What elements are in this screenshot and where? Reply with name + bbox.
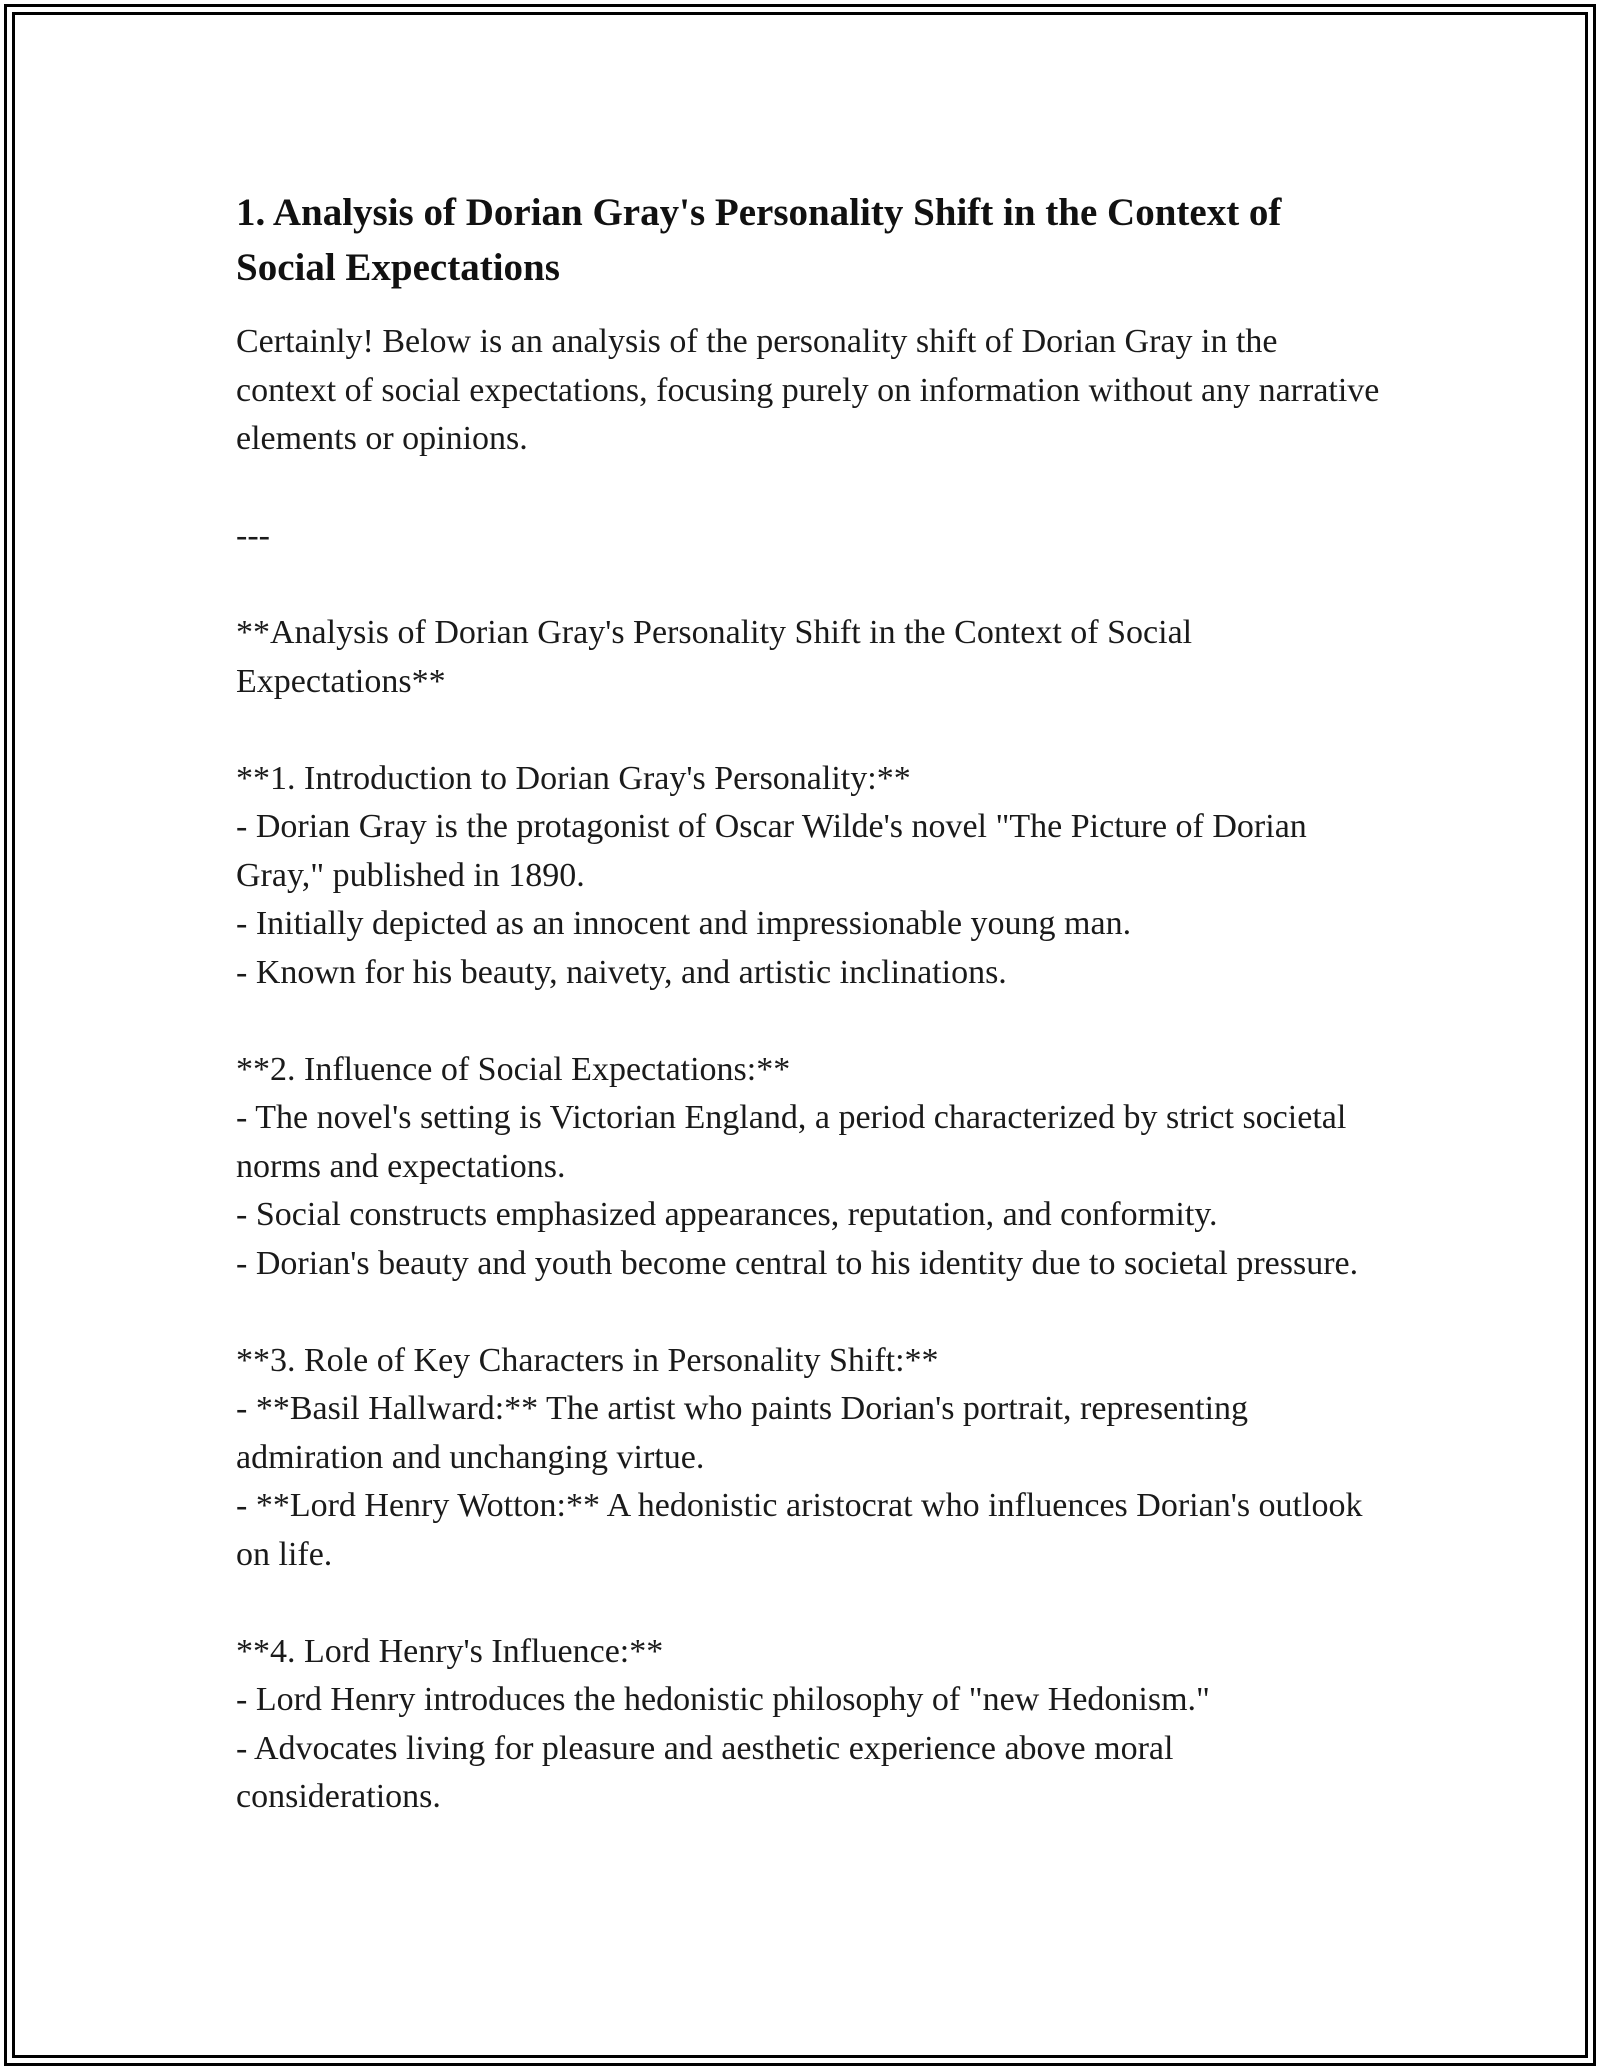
section-heading: **2. Influence of Social Expectations:** bbox=[236, 1050, 791, 1088]
list-item: - Initially depicted as an innocent and impressionable young man. bbox=[236, 905, 1132, 942]
section-lord-henry-influence bbox=[236, 1628, 1386, 1822]
section-heading: **3. Role of Key Characters in Personality Shift:** bbox=[236, 1341, 939, 1379]
section-introduction bbox=[236, 755, 1386, 998]
section-heading: **1. Introduction to Dorian Gray's Personality:** bbox=[236, 759, 911, 797]
document-title: 1. Analysis of Dorian Gray's Personality Shift in the Context of Social Expectations bbox=[236, 191, 1282, 289]
list-item: - Advocates living for pleasure and aesthetic experience above moral considerations. bbox=[236, 1729, 1182, 1815]
list-item: - **Lord Henry Wotton:** A hedonistic aristocrat who influences Dorian's outlook on life. bbox=[236, 1487, 1371, 1573]
spacer bbox=[236, 1579, 1386, 1628]
document-body bbox=[236, 185, 1386, 1822]
list-item: - Dorian's beauty and youth become central to his identity due to societal pressure. bbox=[236, 1244, 1359, 1282]
intro-paragraph: Certainly! Below is an analysis of the personality shift of Dorian Gray in the context of social expectations, focusing purely on information without any narrative elements or opinions. bbox=[236, 323, 1388, 457]
list-item: - **Basil Hallward:** The artist who paints Dorian's portrait, representing admiration and unchanging virtue. bbox=[236, 1390, 1257, 1476]
spacer bbox=[236, 706, 1386, 755]
list-item: - The novel's setting is Victorian England, a period characterized by strict societal norms and expectations. bbox=[236, 1099, 1355, 1185]
section-social-expectations bbox=[236, 1046, 1386, 1289]
spacer bbox=[236, 561, 1386, 610]
list-item: - Lord Henry introduces the hedonistic philosophy of "new Hedonism." bbox=[236, 1681, 1210, 1718]
list-item: - Known for his beauty, naivety, and artistic inclinations. bbox=[236, 953, 1007, 991]
spacer bbox=[236, 464, 1386, 513]
spacer bbox=[236, 997, 1386, 1046]
section-key-characters bbox=[236, 1337, 1386, 1580]
section-heading: **4. Lord Henry's Influence:** bbox=[236, 1632, 664, 1670]
list-item: - Dorian Gray is the protagonist of Oscar Wilde's novel "The Picture of Dorian Gray," published in 1890. bbox=[236, 808, 1316, 894]
list-item: - Social constructs emphasized appearances, reputation, and conformity. bbox=[236, 1196, 1218, 1233]
document-subtitle: **Analysis of Dorian Gray's Personality Shift in the Context of Social Expectations** bbox=[236, 614, 1201, 700]
spacer bbox=[236, 1288, 1386, 1337]
separator-line: --- bbox=[236, 517, 270, 554]
